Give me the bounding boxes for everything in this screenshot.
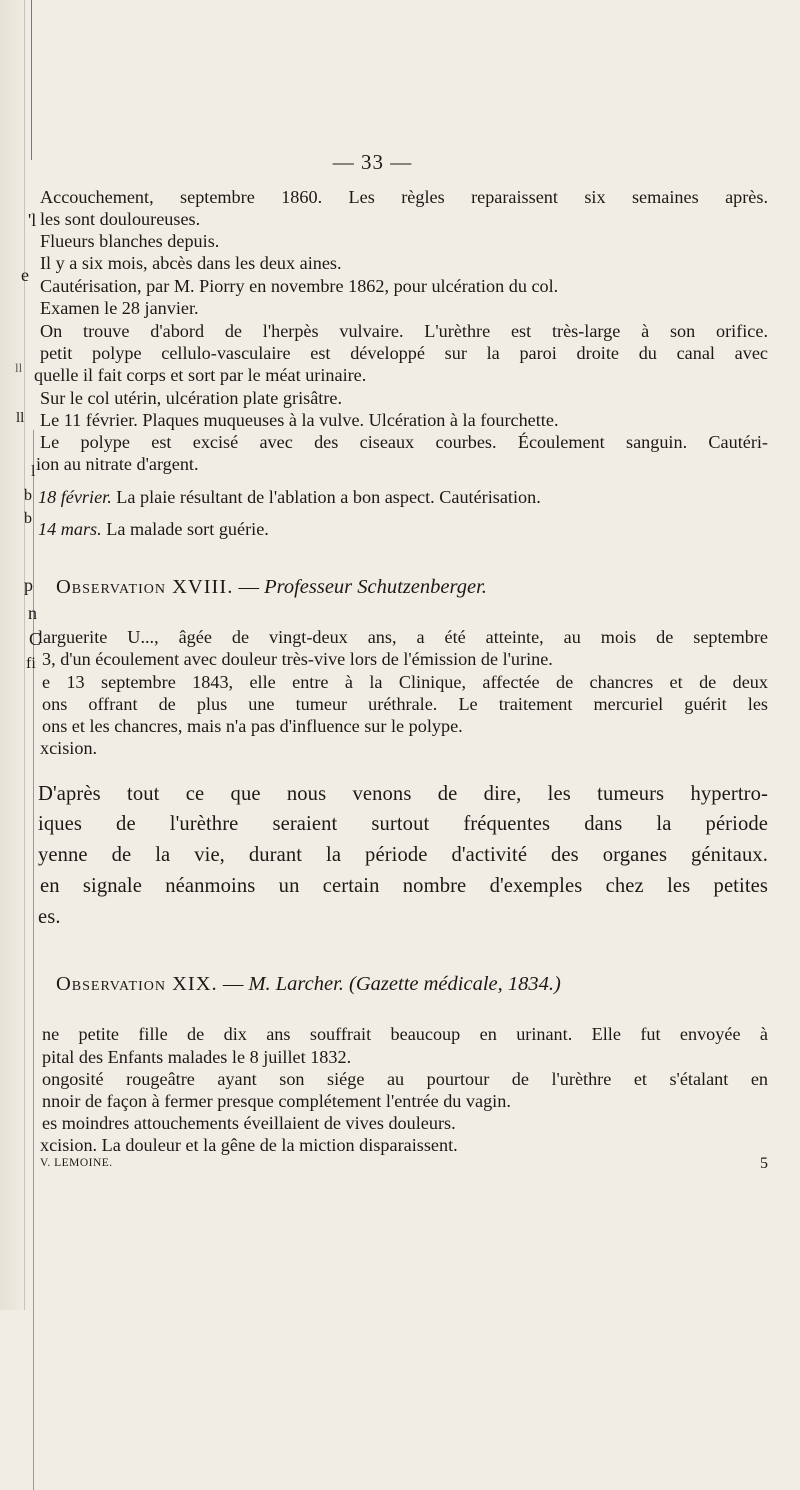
observation-heading <box>56 574 487 600</box>
text-line: Accouchement, septembre 1860. Les règles reparaissent six semaines après. <box>40 187 768 207</box>
observation-heading <box>56 971 561 997</box>
text-line: ons et les chancres, mais n'a pas d'influence sur le polype. <box>42 716 463 736</box>
observation-author: Professeur Schutzenberger. <box>264 576 487 598</box>
text-line: D'après tout ce que nous venons de dire, les tumeurs hypertro- <box>38 783 768 805</box>
text-line: ion au nitrate d'argent. <box>36 454 199 474</box>
margin-fragment: b <box>24 510 32 527</box>
margin-fragment: ll <box>16 410 25 426</box>
margin-fragment: 'l <box>28 210 37 230</box>
text-line: Cautérisation, par M. Piorry en novembre 1862, pour ulcération du col. <box>40 276 559 296</box>
text-line: les sont douloureuses. <box>40 209 201 229</box>
margin-rule <box>31 0 32 160</box>
signature-mark: V. LEMOINE. <box>40 1157 113 1169</box>
margin-fragment: b <box>24 487 32 504</box>
dated-note <box>38 518 269 540</box>
text-line: larguerite U..., âgée de vingt-deux ans, a été atteinte, au mois de septembre <box>38 627 768 647</box>
text-line: pital des Enfants malades le 8 juillet 1832. <box>42 1047 352 1067</box>
margin-fragment: ll <box>15 360 23 375</box>
page-footer <box>40 1155 768 1175</box>
text-line: es moindres attouchements éveillaient de vives douleurs. <box>42 1113 456 1133</box>
text-line: Il y a six mois, abcès dans les deux aines. <box>40 253 342 273</box>
note-text: La plaie résultant de l'ablation a bon aspect. Cautérisation. <box>116 487 541 507</box>
observation-author: M. Larcher. <box>248 973 344 995</box>
text-line: iques de l'urèthre seraient surtout fréquentes dans la période <box>38 813 768 835</box>
text-line: ons offrant de plus une tumeur uréthrale. Le traitement mercuriel guérit les <box>42 694 768 714</box>
text-line: 3, d'un écoulement avec douleur très-vive lors de l'émission de l'urine. <box>42 649 553 669</box>
margin-rule <box>33 430 34 1490</box>
text-line: ongosité rougeâtre ayant son siége au pourtour de l'urèthre et s'étalant en <box>42 1069 768 1089</box>
note-date: 14 mars. <box>38 519 102 539</box>
heading-separator: — <box>222 973 244 995</box>
text-line: yenne de la vie, durant la période d'activité des organes génitaux. <box>38 844 768 866</box>
text-line: xcision. La douleur et la gêne de la miction disparaissent. <box>40 1135 458 1155</box>
page-number: — 33 — <box>332 150 413 174</box>
note-text: La malade sort guérie. <box>106 519 269 539</box>
text-line: Flueurs blanches depuis. <box>40 231 220 251</box>
page-binding-shadow <box>0 0 26 1310</box>
margin-fragment: C <box>29 629 42 649</box>
text-line: quelle il fait corps et sort par le méat urinaire. <box>34 365 367 385</box>
margin-fragment: p <box>24 575 33 595</box>
text-line: xcision. <box>40 738 98 758</box>
gutter-line <box>24 0 25 1310</box>
note-date: 18 février. <box>38 487 112 507</box>
text-line: nnoir de façon à fermer presque complétement l'entrée du vagin. <box>42 1091 511 1111</box>
margin-fragment: fi <box>26 655 36 672</box>
margin-fragment: l <box>31 463 36 480</box>
text-line: ne petite fille de dix ans souffrait beaucoup en urinant. Elle fut envoyée à <box>42 1024 768 1044</box>
margin-fragment: e <box>21 265 29 285</box>
text-line: Sur le col utérin, ulcération plate grisâtre. <box>40 388 343 408</box>
text-line: On trouve d'abord de l'herpès vulvaire. L'urèthre est très-large à son orifice. <box>40 321 768 341</box>
text-line: e 13 septembre 1843, elle entre à la Clinique, affectée de chancres et de deux <box>42 672 768 692</box>
margin-fragment: n <box>28 603 37 623</box>
observation-label: Observation XIX. <box>56 973 218 995</box>
dated-note <box>38 486 541 508</box>
observation-source: (Gazette médicale, 1834.) <box>349 973 561 995</box>
text-line: es. <box>38 906 61 928</box>
heading-separator: — <box>238 576 259 598</box>
text-line: Le polype est excisé avec des ciseaux courbes. Écoulement sanguin. Cautéri- <box>40 432 768 452</box>
text-line: Le 11 février. Plaques muqueuses à la vulve. Ulcération à la fourchette. <box>40 410 559 430</box>
text-line: en signale néanmoins un certain nombre d'exemples chez les petites <box>40 875 768 897</box>
observation-label: Observation XVIII. <box>56 576 234 598</box>
text-line: Examen le 28 janvier. <box>40 298 199 318</box>
text-line: petit polype cellulo-vasculaire est développé sur la paroi droite du canal avec <box>40 343 768 363</box>
sheet-number: 5 <box>760 1155 768 1172</box>
